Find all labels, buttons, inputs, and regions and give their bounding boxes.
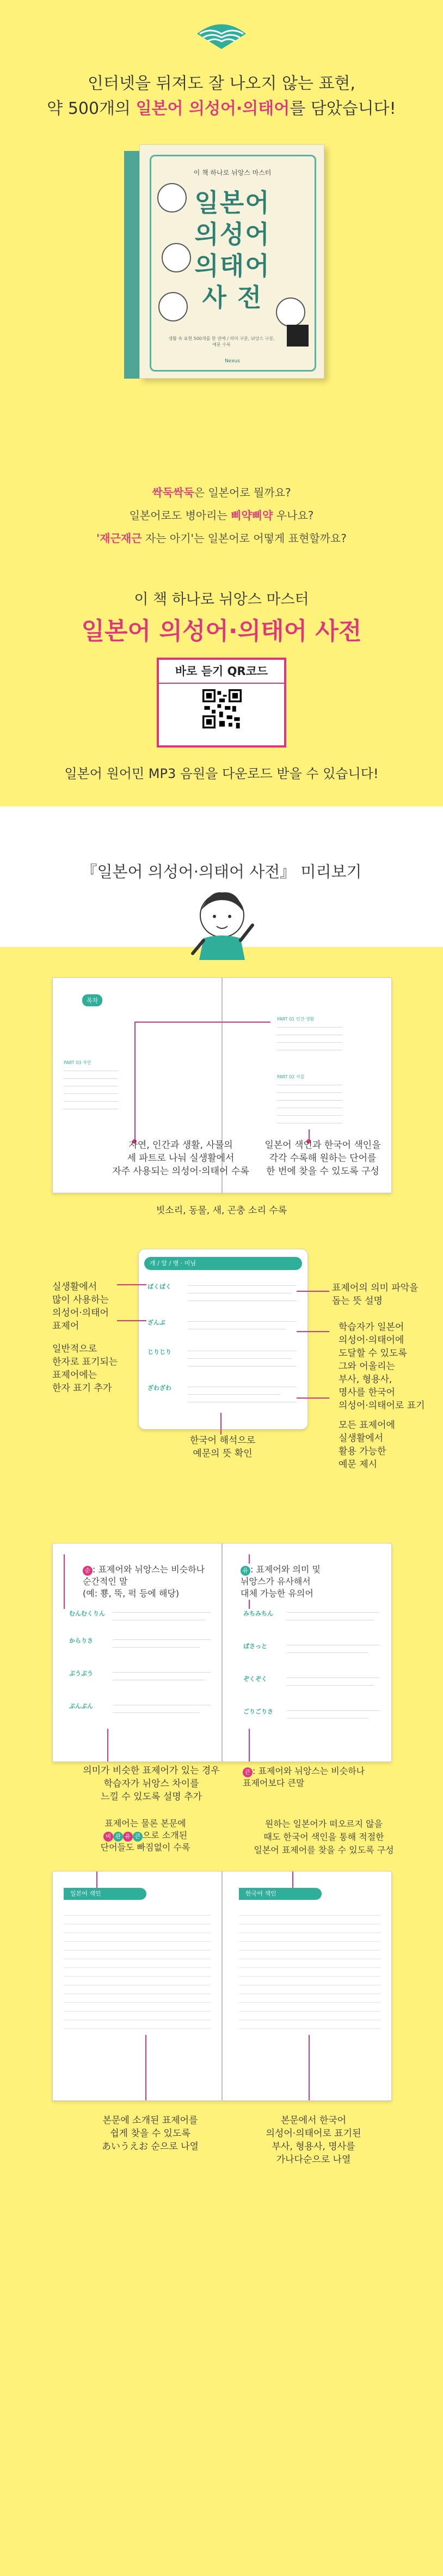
divider [188,1394,280,1395]
divider [277,1042,342,1043]
annotation-kanji: 일반적으로 한자로 표기되는 표제어에는 한자 표기 추가 [52,1344,118,1394]
entry-word: むんむくりん [69,1610,105,1617]
entry-word: からりさ [69,1637,93,1644]
divider [277,1027,342,1028]
annotation-nuance: 의미가 비슷한 표제어가 있는 경우 학습자가 뉘앙스 차이를 느낄 수 있도록 설명 추가 [83,1765,220,1802]
entry-word: ぶうぶう [69,1670,93,1677]
annotation-synonym [241,1564,366,1600]
annotation-korean: 학습자가 일본어 의성어·의태어에 도달할 수 있도록 그와 어울리는 부사, 형용사, 명사를 한국어 의성어·의태어로 표기 [339,1322,425,1411]
annotation-headword: 실생활에서 많이 사용하는 의성어·의태어 표제어 [52,1281,109,1332]
question-3 [0,530,443,545]
divider [113,1639,211,1640]
question-2 [0,507,443,523]
annotation-jp-order: 본문에 소개된 표제어를 쉽게 찾을 수 있도록 あいうえお 순으로 나열 [102,2115,199,2152]
divider [239,1915,380,1916]
divider [113,1647,200,1648]
book-title-line-4: 사 전 [202,283,263,312]
part-1-heading: PART 01 인간·생활 [277,1017,315,1022]
cartoon-face-icon [158,292,188,321]
preview-spread-index [52,1871,392,2101]
instant-badge-icon: 순 [83,1566,93,1576]
callout-line [64,1554,65,1609]
entry-word: ざんぶ [147,1319,165,1326]
divider [277,1100,342,1101]
series-label: 이 책 하나로 뉘앙스 마스터 [134,591,309,608]
entry-page-header: 개 / 알 / 병 · 미님 [144,1257,302,1270]
synonym-badge-icon: 유 [241,1566,250,1576]
divider [64,1976,211,1977]
divider [113,1612,211,1613]
divider [277,1092,342,1093]
annotation-meaning: 표제어의 의미 파악을 돕는 뜻 설명 [332,1283,419,1307]
callout-line [297,1291,329,1292]
callout-line [297,1398,329,1399]
divider [64,1967,211,1968]
divider [188,1358,291,1359]
divider [287,1710,379,1711]
callout-line [134,1022,136,1141]
cartoon-face-icon [276,297,305,327]
annotation-kr-index: 원하는 일본어가 떠오르지 않을 때도 한국어 색인을 통해 적절한 일본어 표제어를 찾을 수 있도록 구성 [254,1819,394,1855]
annotation-kr-order: 본문에서 한국어 의성어·의태어로 표기된 부사, 형용사, 명사를 가나다순으로 나열 [266,2115,361,2165]
entry-word: ごりごりさ [243,1708,273,1715]
divider [188,1285,297,1286]
divider [239,2028,380,2029]
divider [239,1967,380,1968]
cartoon-face-icon [162,243,191,272]
entry-word: じりじり [147,1348,171,1356]
book-cover-image [124,144,324,379]
divider [287,1652,368,1653]
part-2-heading: PART 02 사물 [277,1074,305,1079]
book-subtitle: 이 책 하나로 뉘앙스 마스터 [193,169,272,177]
kr-index-header: 한국어 색인 [239,1888,322,1900]
callout-line [220,1413,222,1435]
annotation-translation: 한국어 해석으로 예문의 뜻 확인 [189,1435,256,1459]
annotation-examples: 모든 표제어에 실생활에서 활용 가능한 예문 제시 [339,1420,395,1470]
annotation-jp-index-pre: 표제어는 물론 본문에 [104,1818,186,1828]
jp-index-header: 일본어 색인 [64,1888,146,1900]
divider [287,1685,374,1686]
child-illustration-icon [188,884,256,960]
divider [64,1101,118,1102]
callout-line [134,1022,270,1023]
callout-line [96,1872,97,1888]
entry-word: ばくばく [147,1283,171,1290]
divider [239,2002,380,2003]
book-qr-code [287,325,309,347]
book-spine [124,151,139,379]
annotation-jp-index-post: 으로 소개된 단어들도 빠짐없이 수록 [100,1830,190,1852]
annotation-jp-index [83,1818,208,1854]
badge-icon: 관 [113,1832,123,1842]
page-gutter [222,1872,223,2100]
callout-line [292,1872,293,1888]
book-front [139,144,324,379]
badge-icon: 큰 [133,1832,143,1842]
question-1-text: 은 일본어로 뭘까요? [194,486,291,499]
annotation-parts: 자연, 인간과 생활, 사물의 세 파트로 나눠 실생활에서 자주 사용되는 의성어·의태어 수록 [112,1140,249,1177]
divider [64,2002,211,2003]
book-title-line-2: 의성어 [194,220,270,249]
entry-word: ざわざわ [147,1384,171,1392]
annotation-bigger-text: : 표제어와 뉘앙스는 비슷하나 표제어보다 큰말 [243,1766,365,1788]
question-1 [0,484,443,500]
divider [64,1915,211,1916]
question-1-highlight: 싹둑싹둑 [152,486,194,499]
headline-prefix: 약 500개의 [47,99,136,118]
entry-word: ぱさっと [243,1643,267,1650]
headline-highlight: 일본어 의성어·의태어 [136,99,290,118]
divider [64,1078,118,1079]
callout-line [249,1729,250,1761]
headline-line-1: 인터넷을 뒤져도 잘 나오지 않는 표현, [88,74,355,93]
bigger-badge-icon: 큰 [243,1767,253,1777]
book-blurb: 생활 속 표현 500개를 한 권에 / 의미 구분, 뉘앙스 구분, 예문 수록 [168,336,275,347]
entry-word: ぶんぶん [69,1703,93,1710]
preview-spread-entry [138,1249,308,1430]
qr-card[interactable] [157,658,286,748]
page-gutter [222,1544,223,1761]
divider [64,1950,211,1951]
qr-code-icon[interactable] [202,689,242,728]
preview-title: 『일본어 의성어·의태어 사전』 미리보기 [81,862,362,881]
question-3-highlight: '재근재근 [96,532,142,545]
mp3-download-notice: 일본어 원어민 MP3 음원을 다운로드 받을 수 있습니다! [64,766,379,781]
book-title-line-3: 의태어 [194,251,270,281]
divider [64,1093,118,1094]
divider [188,1321,297,1322]
question-2-suffix: 우나요? [273,509,314,522]
callout-line [107,1729,108,1761]
annotation-synonym-text: : 표제어와 의미 및 뉘앙스가 유사해서 대체 가능한 유의어 [241,1564,321,1599]
book-title-line-1: 일본어 [194,188,270,217]
divider [64,2011,211,2012]
divider [239,1941,380,1942]
qr-label: 바로 듣기 QR코드 [159,660,284,684]
cartoon-face-icon [157,183,187,212]
callout-line [309,2035,310,2100]
divider [239,2011,380,2012]
entry-word: ぞくぞく [243,1675,267,1682]
annotation-bigger [243,1765,384,1789]
entry-word: みちみちん [243,1610,273,1617]
badge-icon: 비 [103,1832,113,1842]
annotation-sounds: 빗소리, 동물, 새, 곤충 소리 수록 [156,1205,287,1216]
divider [113,1712,200,1713]
headline-line-2 [0,95,443,119]
question-2-prefix: 일본어로도 병아리는 [129,509,231,522]
badge-icon: 유 [123,1832,133,1842]
annotation-instant-text: : 표제어와 뉘앙스는 비슷하나 순간적인 말 (예: 뿅, 뚝, 퍽 등에 해당) [83,1564,205,1599]
part-3-heading: PART 03 자연 [64,1060,91,1065]
contents-tag: 목차 [82,994,102,1006]
callout-line [297,1331,329,1332]
divider [287,1612,379,1613]
annotation-instant [83,1564,208,1600]
product-title: 일본어 의성어·의태어 사전 [81,617,362,645]
divider [64,2028,211,2029]
divider [277,1115,342,1116]
folding-fan-icon [194,12,249,50]
annotation-index: 일본어 색인과 한국어 색인을 각각 수록해 원하는 단어를 한 번에 찾을 수 있도록 구성 [264,1140,381,1177]
divider [64,1941,211,1942]
headline-suffix: 를 담았습니다! [290,99,396,118]
divider [113,1672,211,1673]
book-publisher: Nexus [225,359,240,364]
divider [239,1950,380,1951]
question-2-highlight: 삐약삐약 [231,509,273,522]
question-3-text: 자는 아기'는 일본어로 어떻게 표현할까요? [141,532,347,545]
divider [239,1976,380,1977]
callout-line [145,2035,146,2100]
